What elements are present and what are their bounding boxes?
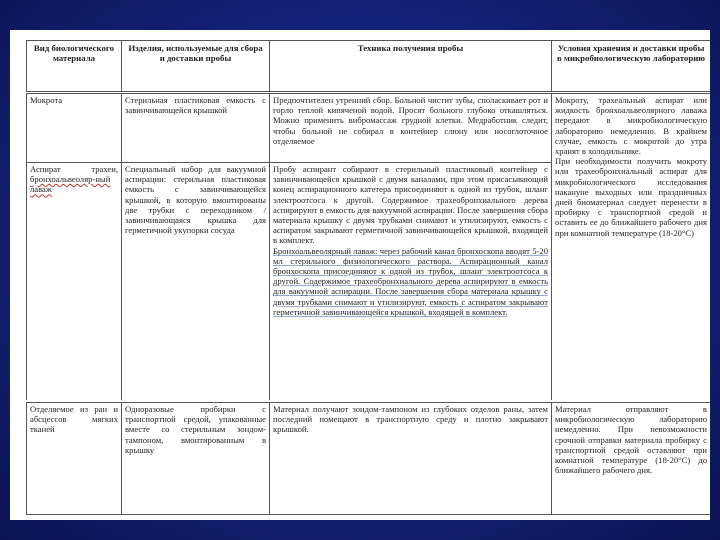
- cell-storage-text-a: Мокроту, трахеальный аспират или жидкость бронхоальвеолярного лаважа передают в микробиологическую лабораторию немедленно. В крайнем случае, емкость с мокротой до утра хранят в холодильнике.: [555, 95, 707, 157]
- cell-material: [27, 163, 122, 413]
- table-row: [27, 403, 711, 515]
- document-page-lower: [10, 400, 710, 520]
- cell-technique-text-b: Бронхоальвеолярный лаваж: через рабочий канал бронхоскопа вводят 5-20 мл стерильного физиологического раствора. Аспирационный канал бронхоскопа присоединяют к одной из трубок, шланг электроотсоса к другой. Содержимое трахеобронхиального дерева аспирируют в емкость для вакуумной аспирации. После завершения сбора материала крышку с двумя трубками снимают и утилизируют, емкость с аспиратом закрывают герметичной завинчивающейся крышкой, входящей в комплект.: [273, 245, 548, 317]
- header-material-type: Вид биологического материала: [27, 41, 122, 93]
- cell-technique: [270, 163, 552, 413]
- cell-material-line-a: Аспират трахеи,: [30, 164, 118, 174]
- table-header-row: [27, 41, 711, 93]
- cell-storage: [552, 93, 711, 413]
- header-collection-items: Изделия, используемые для сбора и доставки пробы: [122, 41, 270, 93]
- table-row: [27, 93, 711, 163]
- cell-items: Стерильная пластиковая емкость с завинчивающейся крышкой: [122, 93, 270, 163]
- specimen-table-continued: [26, 402, 710, 515]
- cell-items: Одноразовые пробирки с транспортной средой, упакованные вместе со стерильным зондом-тампоном, вмонтированным в крышку: [122, 403, 270, 515]
- cell-technique-text-a: Пробу аспирант собирают в стерильный пластиковый контейнер с завинчивающейся крышкой с двумя каналами, при этом присасывающий конец аспирационного катетера присоединяют к одной из трубок, шланг электроотсоса к другой. Содержимое трахеобронхиального дерева аспирируют в емкость для вакуумной аспирации. После завершения сбора материала крышку с двумя трубками снимают и утилизируют, емкость с аспиратом закрывают герметичной завинчивающейся крышкой, входящей в комплект.: [273, 164, 548, 246]
- cell-technique: Материал получают зондом-тампоном из глубоких отделов раны, затем последний помещают в транспортную среду и плотно закрывают крышкой.: [270, 403, 552, 515]
- header-storage-conditions: Условия хранения и доставки пробы в микробиологическую лабораторию: [552, 41, 711, 93]
- cell-items: Специальный набор для вакуумной аспирации: стерильная пластиковая емкость с завинчивающейся крышкой, в которую вмонтированы две трубки с переходником /завинчивающаяся крышка для герметичной укупорки сосуда: [122, 163, 270, 413]
- cell-material: Отделяемое из ран и абсцессов мягких тканей: [27, 403, 122, 515]
- specimen-table: [26, 40, 710, 413]
- cell-storage-text-b: При необходимости получить мокроту или трахеобронхиальный аспират для микробиологического исследования накануне выходных или праздничных дней биоматериал следует перенести в пробирку с транспортной средой и оставить ее до ближайшего рабочего дня при комнатной температуре (18-20°C): [555, 156, 707, 238]
- header-sampling-technique: Техника получения пробы: [270, 41, 552, 93]
- document-page-upper: [10, 30, 710, 418]
- cell-storage: Материал отправляют в микробиологическую лабораторию немедленно. При невозможности срочной отправки материала пробирку с транспортной средой оставляют при комнатной температуре (18-20°C) до ближайшего рабочего дня.: [552, 403, 711, 515]
- cell-technique: [270, 93, 552, 163]
- cell-material-line-b: бронхоальвеоляр-ный лаваж: [30, 174, 111, 195]
- cell-technique-text: Предпочтителен утренний сбор. Больной чистит зубы, споласкивает рот и горло теплой кипяченой водой. Просят больного глубоко откашляться. Можно применить вибромассаж грудной клетки. Медработник следит, чтобы больной не собирал в контейнер слюну или носоглоточное отделяемое: [273, 95, 548, 146]
- cell-material: Мокрота: [27, 93, 122, 163]
